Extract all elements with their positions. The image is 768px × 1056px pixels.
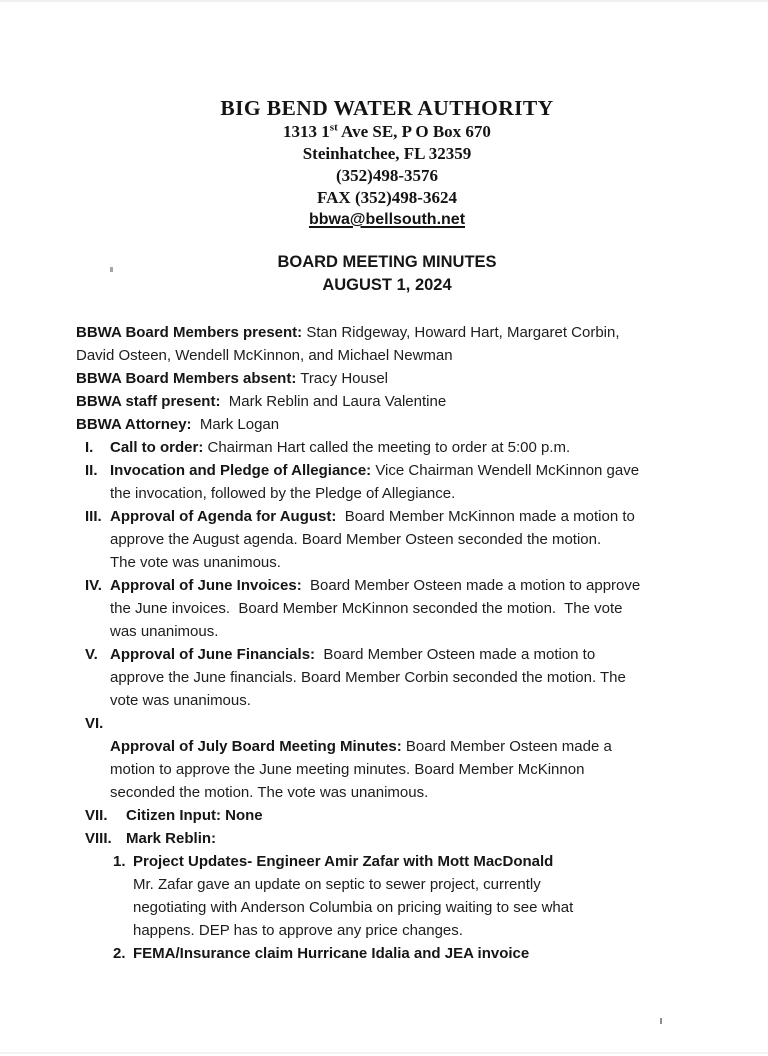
- attendance-present-line-1: BBWA Board Members present: Stan Ridgeway, Howard Hart, Margaret Corbin,: [76, 324, 620, 341]
- agenda-item-5-line-3: vote was unanimous.: [110, 692, 251, 709]
- letterhead: [3, 95, 768, 231]
- sub-item-1-line-4: happens. DEP has to approve any price changes.: [133, 922, 463, 939]
- agenda-item-3-line-1: III. Approval of Agenda for August: Board Member McKinnon made a motion to: [85, 508, 635, 525]
- address-line-2: Steinhatchee, FL 32359: [302, 144, 472, 163]
- meeting-title: BOARD MEETING MINUTES: [277, 253, 497, 271]
- agenda-item-2-line-1: II. Invocation and Pledge of Allegiance: Vice Chairman Wendell McKinnon gave: [85, 462, 640, 479]
- attendance-staff-line: BBWA staff present: Mark Reblin and Laura Valentine: [76, 393, 447, 410]
- scan-edge-line-top: [0, 0, 768, 2]
- agenda-item-5-line-1: V. Approval of June Financials: Board Member Osteen made a motion to: [85, 646, 596, 663]
- agenda-item-4-line-2: the June invoices. Board Member McKinnon seconded the motion. The vote: [110, 600, 623, 617]
- attendance-absent-line: BBWA Board Members absent: Tracy Housel: [76, 370, 389, 387]
- scan-artifact-tick: [660, 1018, 662, 1024]
- sub-item-1-line-2: Mr. Zafar gave an update on septic to sewer project, currently: [133, 876, 541, 893]
- org-name: BIG BEND WATER AUTHORITY: [220, 96, 554, 120]
- agenda-item-3-line-2: approve the August agenda. Board Member Osteen seconded the motion.: [110, 531, 602, 548]
- email-address: bbwa@bellsouth.net: [308, 211, 466, 228]
- address-line-1: 1313 1st Ave SE, P O Box 670: [283, 121, 491, 141]
- sub-item-2-line-1: 2. FEMA/Insurance claim Hurricane Idalia and JEA invoice: [113, 945, 530, 962]
- agenda-item-6-numeral: VI.: [85, 715, 104, 732]
- sub-item-1-line-3: negotiating with Anderson Columbia on pricing waiting to see what: [133, 899, 574, 916]
- agenda-item-7-line-1: VII. Citizen Input: None: [85, 807, 263, 824]
- agenda-item-3-line-3: The vote was unanimous.: [110, 554, 281, 571]
- meeting-title-block: [3, 251, 768, 297]
- ordinal-superscript: st: [329, 121, 338, 134]
- meeting-date: AUGUST 1, 2024: [322, 276, 452, 294]
- attendance-attorney-line: BBWA Attorney: Mark Logan: [76, 416, 280, 433]
- agenda-item-5-line-2: approve the June financials. Board Member Corbin seconded the motion. The: [110, 669, 626, 686]
- agenda-item-6-line-1: Approval of July Board Meeting Minutes: Board Member Osteen made a: [110, 738, 612, 755]
- agenda-item-6-line-2: motion to approve the June meeting minutes. Board Member McKinnon: [110, 761, 585, 778]
- scan-edge-line-bottom: [0, 1052, 768, 1054]
- agenda-item-2-line-2: the invocation, followed by the Pledge of Allegiance.: [110, 485, 456, 502]
- agenda-item-4-line-1: IV. Approval of June Invoices: Board Member Osteen made a motion to approve: [85, 577, 641, 594]
- agenda-item-6-line-3: seconded the motion. The vote was unanimous.: [110, 784, 429, 801]
- phone-number: (352)498-3576: [336, 166, 438, 185]
- attendance-present-line-2: David Osteen, Wendell McKinnon, and Michael Newman: [76, 347, 453, 364]
- fax-number: FAX (352)498-3624: [317, 188, 457, 207]
- agenda-item-1-line-1: I. Call to order: Chairman Hart called the meeting to order at 5:00 p.m.: [85, 439, 571, 456]
- sub-item-1-line-1: 1. Project Updates- Engineer Amir Zafar with Mott MacDonald: [113, 853, 554, 870]
- agenda-item-4-line-3: was unanimous.: [110, 623, 219, 640]
- minutes-body: [76, 321, 720, 965]
- agenda-item-8-line-1: VIII. Mark Reblin:: [85, 830, 217, 847]
